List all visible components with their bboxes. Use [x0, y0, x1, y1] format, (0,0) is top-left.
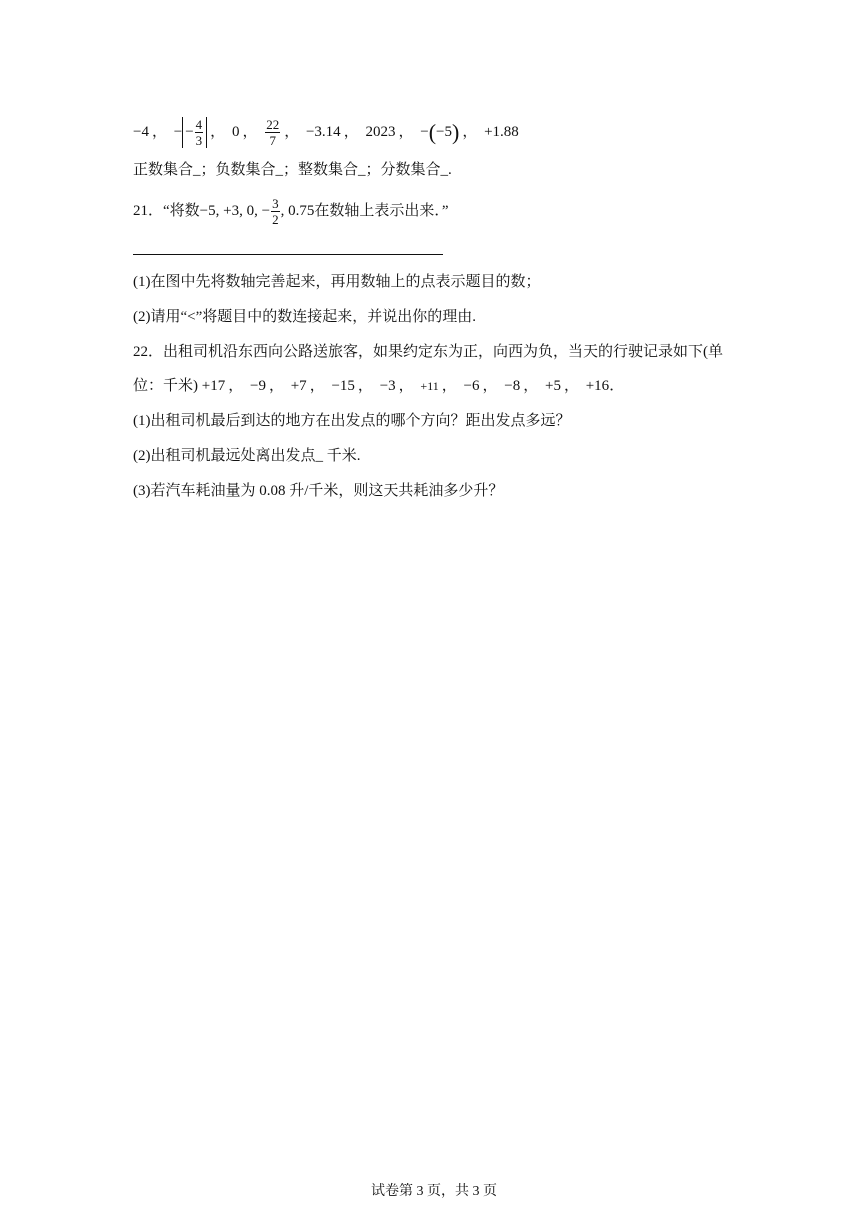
denominator: 3: [195, 133, 203, 148]
number-list: [133, 117, 519, 148]
numerator: 22: [266, 117, 280, 132]
question-22-unit: 位：千米): [133, 378, 198, 394]
question-21-part-2: (2)请用“<”将题目中的数连接起来，并说出你的理由.: [133, 309, 477, 325]
question-22-part-1: (1)出租司机最后到达的地方在出发点的哪个方向？距出发点多远？: [133, 413, 571, 429]
question-22-part-2: (2)出租司机最远处离出发点_ 千米.: [133, 448, 361, 464]
separator: ，: [441, 378, 457, 394]
minus-sign: −: [420, 123, 429, 140]
separator: ，: [523, 378, 539, 394]
fraction: [271, 196, 280, 227]
question-21-prefix: 21．“将数: [133, 202, 200, 219]
record: +7: [290, 378, 307, 394]
record: +16: [585, 378, 610, 394]
separator: ，: [563, 378, 579, 394]
separator: ，: [309, 378, 325, 394]
number-item: +1.88: [484, 123, 519, 140]
separator: ，: [151, 123, 167, 140]
separator: ，: [284, 123, 300, 140]
record: −3: [379, 378, 396, 394]
denominator: 2: [272, 212, 279, 227]
minus-sign: −: [185, 123, 194, 140]
record: +17: [201, 378, 226, 394]
page-footer: 试卷第 3 页，共 3 页: [371, 1184, 497, 1199]
fraction: [265, 117, 280, 148]
question-21-part-1: (1)在图中先将数轴完善起来，再用数轴上的点表示题目的数；: [133, 274, 541, 290]
absolute-value: [182, 117, 207, 148]
question-21: [133, 196, 448, 227]
separator: ，: [268, 378, 284, 394]
numerator: 3: [272, 196, 279, 211]
number-item: −3.14: [305, 123, 341, 140]
fraction: [195, 117, 204, 148]
question-21-numbers: , 0.75: [280, 202, 315, 219]
number-item-paren: [420, 119, 460, 145]
record: −15: [331, 378, 355, 394]
number-item: −4: [133, 123, 149, 140]
inner-number: −5: [436, 123, 452, 140]
separator: ，: [343, 123, 359, 140]
separator: ，: [242, 123, 258, 140]
close-paren: ): [451, 119, 460, 145]
record: +11: [420, 379, 439, 393]
question-21-numbers: −5, +3, 0, −: [199, 202, 271, 219]
sets-line: 正数集合_；负数集合_；整数集合_；分数集合_.: [133, 162, 452, 178]
record: +5: [544, 378, 561, 394]
record: −6: [463, 378, 480, 394]
record: −8: [504, 378, 521, 394]
number-item-abs: [173, 117, 207, 148]
numerator: 4: [195, 117, 203, 132]
record: −9: [249, 378, 266, 394]
period: ．: [609, 378, 625, 394]
question-22-line-1: 22．出租司机沿东西向公路送旅客，如果约定东为正，向西为负，当天的行驶记录如下(单: [133, 344, 723, 360]
separator: ，: [482, 378, 498, 394]
question-22-part-3: (3)若汽车耗油量为 0.08 升/千米，则这天共耗油多少升？: [133, 483, 504, 499]
separator: ，: [398, 378, 414, 394]
minus-sign: −: [173, 123, 183, 140]
number-item: 2023: [365, 123, 396, 140]
separator: ，: [398, 123, 414, 140]
separator: ，: [210, 123, 226, 140]
separator: ，: [228, 378, 244, 394]
separator: ，: [357, 378, 373, 394]
question-22-line-2: [133, 376, 624, 396]
number-item: 0: [231, 123, 240, 140]
separator: ，: [462, 123, 478, 140]
denominator: 7: [269, 133, 276, 148]
open-paren: (: [428, 119, 437, 145]
number-line-blank: [133, 254, 443, 255]
question-21-suffix: 在数轴上表示出来．”: [314, 202, 449, 219]
